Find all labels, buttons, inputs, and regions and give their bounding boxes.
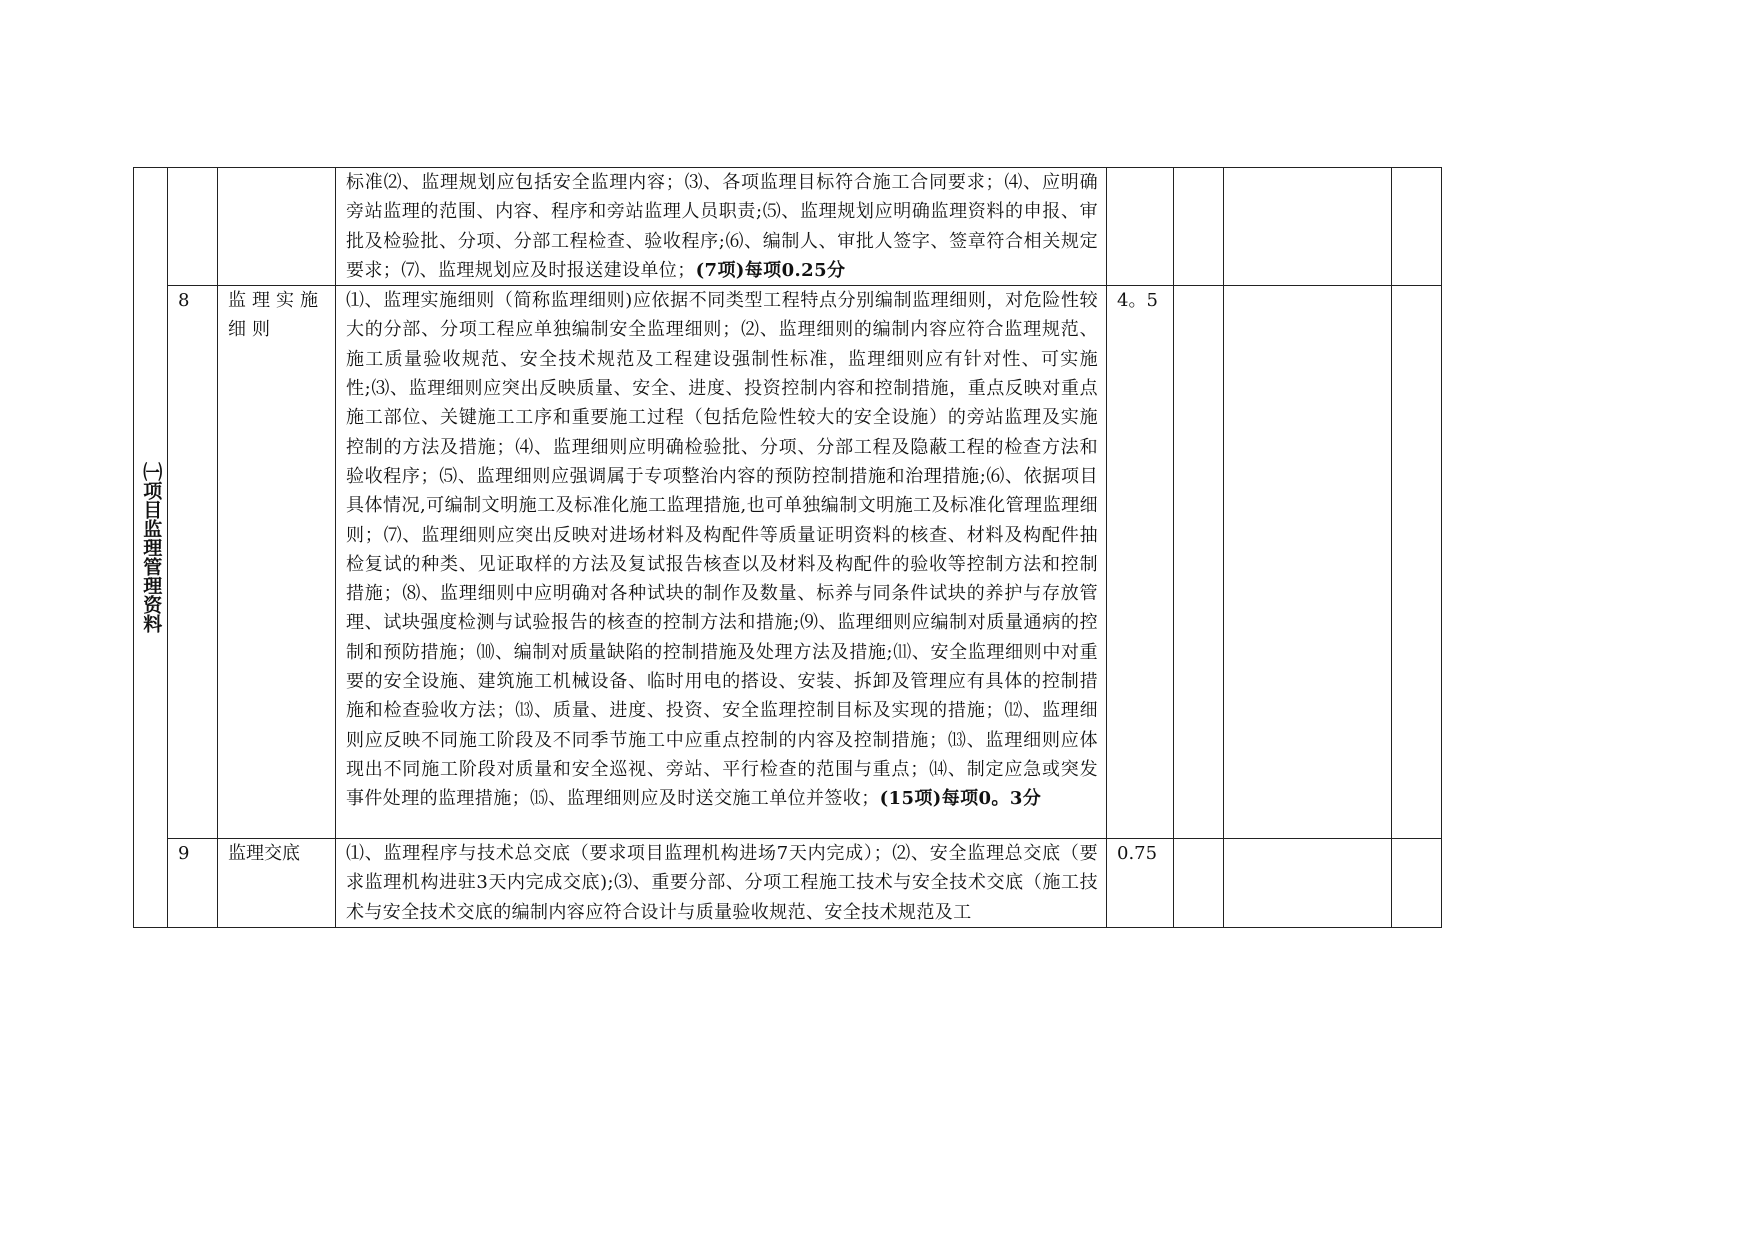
item-name: 监理实施细则 bbox=[218, 286, 336, 839]
item-number: 8 bbox=[168, 286, 218, 839]
blank-cell bbox=[1174, 168, 1224, 286]
item-scoring-rule: (15项)每项0。3分 bbox=[879, 788, 1042, 810]
item-content bbox=[336, 168, 1107, 286]
item-content-text: 标准⑵、监理规划应包括安全监理内容；⑶、各项监理目标符合施工合同要求；⑷、应明确旁站监理的范围、内容、程序和旁站监理人员职责;⑸、监理规划应明确监理资料的申报、审批及检验批、分项、分部工程检查、验收程序;⑹、编制人、审批人签字、签章符合相关规定要求；⑺、监理规划应及时报送建设单位； bbox=[346, 172, 1098, 281]
item-content-text: ⑴、监理程序与技术总交底（要求项目监理机构进场7天内完成）；⑵、安全监理总交底（要求监理机构进驻3天内完成交底);⑶、重要分部、分项工程施工技术与安全技术交底（施工技术与安全技术交底的编制内容应符合设计与质量验收规范、安全技术规范及工 bbox=[346, 843, 1098, 923]
item-name bbox=[218, 168, 336, 286]
item-content-text: ⑴、监理实施细则（简称监理细则)应依据不同类型工程特点分别编制监理细则，对危险性较大的分部、分项工程应单独编制安全监理细则；⑵、监理细则的编制内容应符合监理规范、施工质量验收规范、安全技术规范及工程建设强制性标准，监理细则应有针对性、可实施性;⑶、监理细则应突出反映质量、安全、进度、投资控制内容和控制措施，重点反映对重点施工部位、关键施工工序和重要施工过程（包括危险性较大的安全设施）的旁站监理及实施控制的方法及措施；⑷、监理细则应明确检验批、分项、分部工程及隐蔽工程的检查方法和验收程序；⑸、监理细则应强调属于专项整治内容的预防控制措施和治理措施;⑹、依据项目具体情况,可编制文明施工及标准化施工监理措施,也可单独编制文明施工及标准化管理监理细则；⑺、监理细则应突出反映对进场材料及构配件等质量证明资料的核查、材料及构配件抽检复试的种类、见证取样的方法及复试报告核查以及材料及构配件的验收等控制方法和控制措施；⑻、监理细则中应明确对各种试块的制作及数量、标养与同条件试块的养护与存放管理、试块强度检测与试验报告的核查的控制方法和措施;⑼、监理细则应编制对质量通病的控制和预防措施；⑽、编制对质量缺陷的控制措施及处理方法及措施;⑾、安全监理细则中对重要的安全设施、建筑施工机械设备、临时用电的搭设、安装、拆卸及管理应有具体的控制措施和检查验收方法；⒀、质量、进度、投资、安全监理控制目标及实现的措施；⑿、监理细则应反映不同施工阶段及不同季节施工中应重点控制的内容及控制措施；⒀、监理细则应体现出不同施工阶段对质量和安全巡视、旁站、平行检查的范围与重点；⒁、制定应急或突发事件处理的监理措施；⒂、监理细则应及时送交施工单位并签收； bbox=[346, 290, 1098, 810]
blank-cell bbox=[1174, 286, 1224, 839]
table-row bbox=[134, 168, 1442, 286]
table-row bbox=[134, 286, 1442, 839]
item-number bbox=[168, 168, 218, 286]
item-score bbox=[1107, 168, 1174, 286]
blank-cell bbox=[1224, 168, 1392, 286]
item-content bbox=[336, 286, 1107, 839]
item-content bbox=[336, 839, 1107, 928]
item-name: 监理交底 bbox=[218, 839, 336, 928]
blank-cell bbox=[1392, 286, 1442, 839]
blank-cell bbox=[1174, 839, 1224, 928]
item-number: 9 bbox=[168, 839, 218, 928]
item-scoring-rule: (7项)每项0.25分 bbox=[695, 259, 846, 281]
blank-cell bbox=[1392, 168, 1442, 286]
section-label: ㈠项目监理管理资料 bbox=[134, 168, 168, 928]
table-row bbox=[134, 839, 1442, 928]
blank-cell bbox=[1392, 839, 1442, 928]
assessment-table bbox=[133, 167, 1442, 928]
item-score: 0.75 bbox=[1107, 839, 1174, 928]
item-score: 4。5 bbox=[1107, 286, 1174, 839]
blank-cell bbox=[1224, 286, 1392, 839]
blank-cell bbox=[1224, 839, 1392, 928]
